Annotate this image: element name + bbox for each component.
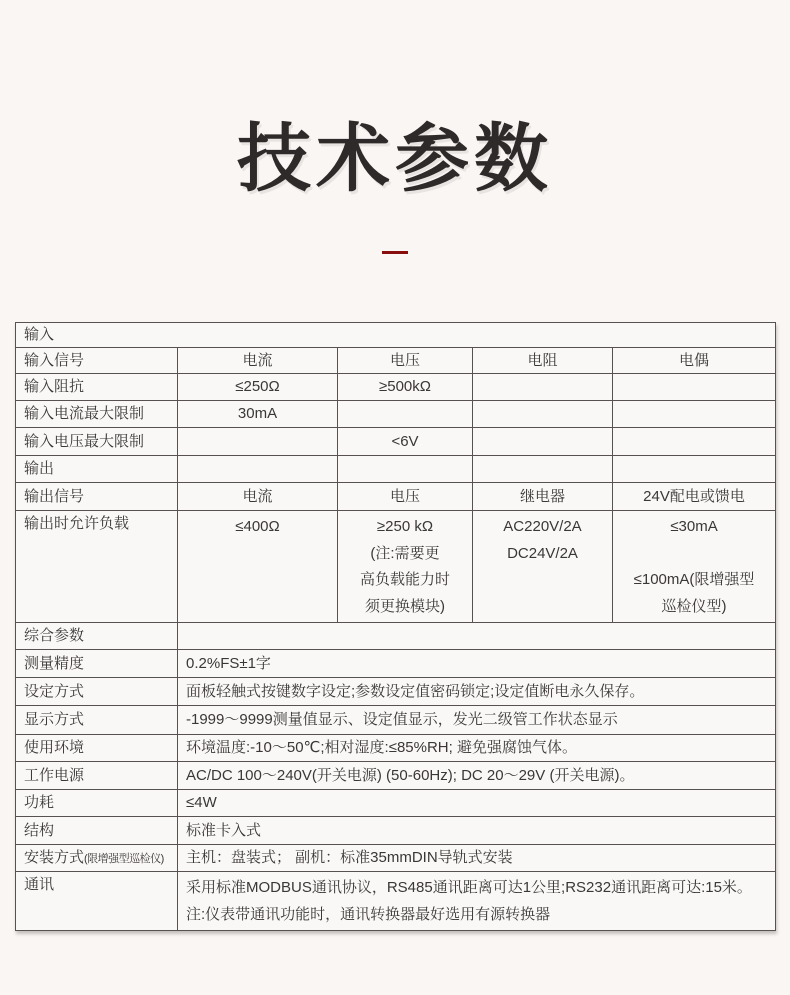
table-cell xyxy=(473,511,613,623)
cell-line: DC24V/2A xyxy=(507,544,578,562)
cell-line: 注:仪表带通讯功能时，通讯转换器最好选用有源转换器 xyxy=(186,905,551,923)
cell-line: AC220V/2A xyxy=(503,518,582,535)
table-cell: 电阻 xyxy=(473,348,613,374)
table-row xyxy=(16,762,776,790)
cell-small-note: (限增强型巡检仪) xyxy=(84,852,164,865)
table-cell: 结构 xyxy=(16,817,178,845)
cell-line: 采用标准MODBUS通讯协议，RS485通讯距离可达1公里;RS232通讯距离可达:15米。 xyxy=(186,879,752,896)
spec-table xyxy=(15,322,776,931)
table-cell xyxy=(178,623,776,650)
table-row xyxy=(16,872,776,931)
table-cell xyxy=(178,872,776,931)
page-title: 技术参数 xyxy=(237,117,553,200)
table-cell: 输出 xyxy=(16,456,178,483)
table-cell: <6V xyxy=(338,428,473,456)
table-cell: 通讯 xyxy=(16,872,178,931)
cell-line: (注:需要更 xyxy=(370,544,440,562)
table-cell: 环境温度:-10～50℃;相对湿度:≤85%RH; 避免强腐蚀气体。 xyxy=(178,735,776,762)
table-row xyxy=(16,735,776,762)
table-row xyxy=(16,348,776,374)
table-cell xyxy=(338,401,473,428)
cell-line xyxy=(617,541,771,568)
cell-line: ≤400Ω xyxy=(235,518,280,535)
table-cell: 电压 xyxy=(338,348,473,374)
table-cell xyxy=(178,511,338,623)
table-cell xyxy=(338,456,473,483)
cell-line: 巡检仪型) xyxy=(661,597,727,615)
table-cell: 主机：盘装式； 副机：标准35mmDIN导轨式安装 xyxy=(178,845,776,872)
table-row xyxy=(16,790,776,817)
table-cell xyxy=(613,511,776,623)
table-cell xyxy=(178,456,338,483)
table-row xyxy=(16,323,776,348)
table-cell: 电流 xyxy=(178,483,338,511)
table-cell: ≥500kΩ xyxy=(338,374,473,401)
table-cell xyxy=(338,511,473,623)
table-cell xyxy=(473,401,613,428)
cell-line: ≤100mA(限增强型 xyxy=(633,571,755,588)
table-cell: 输出信号 xyxy=(16,483,178,511)
table-cell: 工作电源 xyxy=(16,762,178,790)
table-cell xyxy=(613,456,776,483)
table-cell: 输入信号 xyxy=(16,348,178,374)
table-cell: 输入电流最大限制 xyxy=(16,401,178,428)
table-cell xyxy=(473,428,613,456)
table-cell: ≤250Ω xyxy=(178,374,338,401)
table-cell: 输入阻抗 xyxy=(16,374,178,401)
table-cell: 综合参数 xyxy=(16,623,178,650)
table-cell: 显示方式 xyxy=(16,706,178,735)
table-cell: 电流 xyxy=(178,348,338,374)
table-cell: AC/DC 100～240V(开关电源) (50-60Hz); DC 20～29V (开关电源)。 xyxy=(178,762,776,790)
table-cell: 30mA xyxy=(178,401,338,428)
cell-line: 高负载能力时 xyxy=(359,571,450,588)
table-cell: 标准卡入式 xyxy=(178,817,776,845)
table-cell: 输出时允许负载 xyxy=(16,511,178,623)
table-row xyxy=(16,456,776,483)
table-cell: 输入电压最大限制 xyxy=(16,428,178,456)
cell-line: 须更换模块) xyxy=(365,597,445,615)
table-row xyxy=(16,428,776,456)
table-cell: 安装方式(限增强型巡检仪) xyxy=(16,845,178,872)
cell-line: ≥250 kΩ xyxy=(376,518,434,535)
table-cell: 0.2%FS±1字 xyxy=(178,650,776,678)
table-cell xyxy=(473,374,613,401)
table-cell: 面板轻触式按键数字设定;参数设定值密码锁定;设定值断电永久保存。 xyxy=(178,678,776,706)
table-row xyxy=(16,511,776,623)
table-row xyxy=(16,678,776,706)
cell-line: ≤30mA xyxy=(670,518,718,535)
table-row xyxy=(16,374,776,401)
table-row xyxy=(16,817,776,845)
table-cell: 输入 xyxy=(16,323,776,348)
table-row xyxy=(16,845,776,872)
table-cell xyxy=(178,428,338,456)
table-cell: 设定方式 xyxy=(16,678,178,706)
table-row xyxy=(16,623,776,650)
table-cell: 使用环境 xyxy=(16,735,178,762)
table-cell xyxy=(613,428,776,456)
table-cell: ≤4W xyxy=(178,790,776,817)
table-row xyxy=(16,650,776,678)
table-cell: 24V配电或馈电 xyxy=(613,483,776,511)
table-cell: 电偶 xyxy=(613,348,776,374)
table-cell: 功耗 xyxy=(16,790,178,817)
table-cell: -1999～9999测量值显示、设定值显示，发光二级管工作状态显示 xyxy=(178,706,776,735)
table-cell: 测量精度 xyxy=(16,650,178,678)
table-row xyxy=(16,483,776,511)
table-cell xyxy=(473,456,613,483)
title-accent-dash xyxy=(382,251,408,254)
table-cell xyxy=(613,374,776,401)
table-row xyxy=(16,401,776,428)
table-cell xyxy=(613,401,776,428)
table-cell: 电压 xyxy=(338,483,473,511)
table-cell: 继电器 xyxy=(473,483,613,511)
table-row xyxy=(16,706,776,735)
table-body xyxy=(16,323,776,931)
